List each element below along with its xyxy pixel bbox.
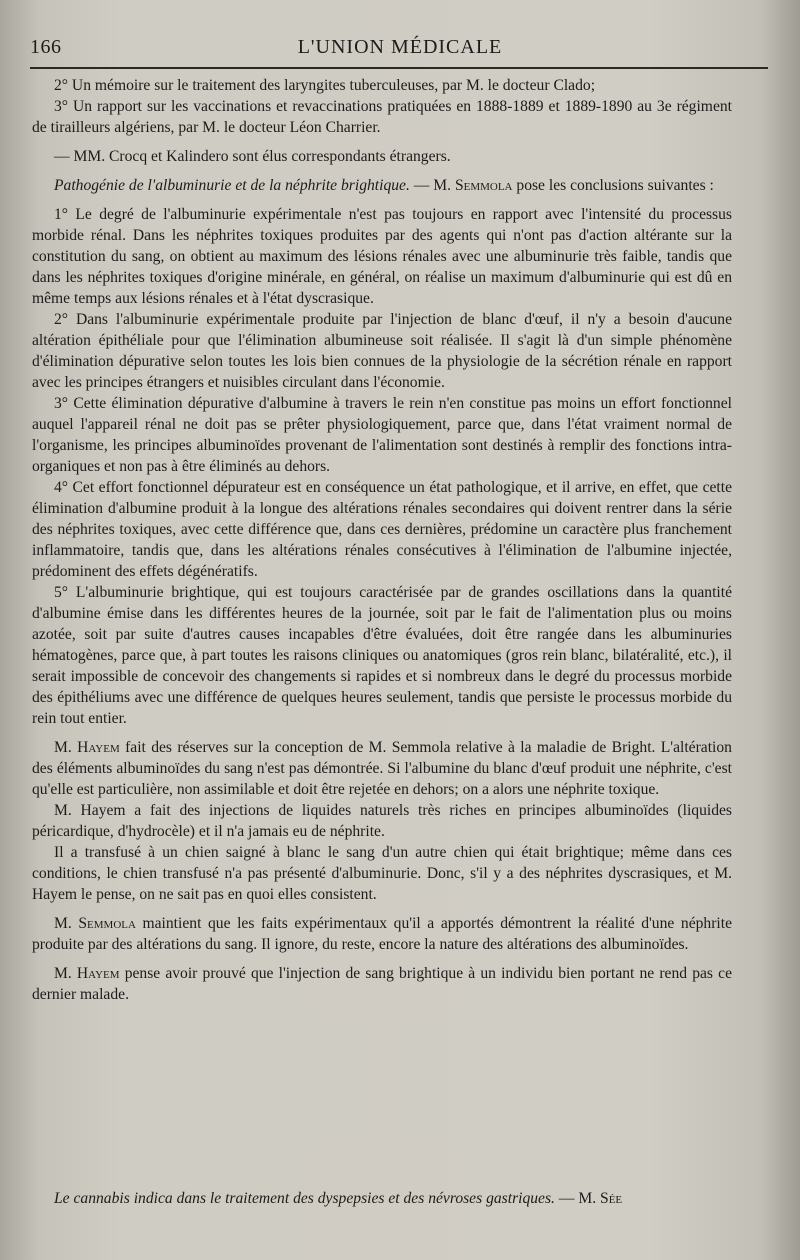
item-paragraph: 2° Un mémoire sur le traitement des laryngites tuberculeuses, par M. le docteur Clado; bbox=[54, 77, 596, 94]
header-rule bbox=[30, 67, 768, 69]
paragraph-text: maintient que les faits expérimentaux qu'il a apportés démontrent la réalité d'une néphrite produite par des altérations du sang. Il ignore, du reste, encore la nature des altérations des albuminoïdes. bbox=[32, 915, 732, 953]
page-number: 166 bbox=[30, 36, 62, 58]
next-section-dash: — M. bbox=[554, 1190, 601, 1207]
speaker-prefix: M. bbox=[54, 739, 78, 756]
speaker-name: Sée bbox=[600, 1190, 623, 1207]
next-section-title: Le cannabis indica dans le traitement des dyspepsies et des névroses gastriques. bbox=[54, 1190, 555, 1207]
section-title: Pathogénie de l'albuminurie et de la néphrite brightique. bbox=[54, 177, 410, 194]
speaker-name: Hayem bbox=[77, 739, 120, 756]
conclusion-paragraph: 2° Dans l'albuminurie expérimentale produite par l'injection de blanc d'œuf, il n'y a besoin d'aucune altération épithéliale pour que l'élimination albumineuse soit réalisée. Il s'agit là d'un simple phénomène d'élimination dépurative selon toutes les lois bien connues de la physiologie de la sécrétion rénale en rapport avec les principes étrangers et nuisibles circulant dans l'économie. bbox=[32, 311, 732, 391]
conclusion-paragraph: 4° Cet effort fonctionnel dépurateur est en conséquence un état pathologique, et il arrive, en effet, que cette élimination d'albumine produit à la longue des altérations rénales secondaires qui doivent rentrer dans la série des néphrites toxiques, avec cette différence que, dans ces dernières, prédomine un caractère plus franchement inflammatoire, tandis que, dans les altérations rénales consécutives à l'élimination de l'albumine injectée, prédominent des effets dégénératifs. bbox=[32, 479, 732, 580]
speaker-name: Semmola bbox=[78, 915, 136, 932]
elected-paragraph: — MM. Crocq et Kalindero sont élus correspondants étrangers. bbox=[54, 148, 451, 165]
item-paragraph: 3° Un rapport sur les vaccinations et revaccinations pratiquées en 1888-1889 et 1889-1890 au 3e régiment de tirailleurs algériens, par M. le docteur Léon Charrier. bbox=[32, 98, 732, 136]
running-title: L'UNION MÉDICALE bbox=[297, 36, 503, 58]
conclusion-paragraph: 1° Le degré de l'albuminurie expérimentale n'est pas toujours en rapport avec l'intensité du processus morbide rénal. Dans les néphrites toxiques produites par des agents qui n'ont pas d'action altérante sur la constitution du sang, on obtient au maximum des lésions rénales avec une albuminurie très faible, tandis que dans les néphrites toxiques d'origine minérale, en général, on réalise un maximum d'albuminurie qui est dû en même temps aux lésions rénales et à l'état dyscrasique. bbox=[32, 206, 732, 307]
section-heading-paragraph bbox=[32, 175, 732, 196]
hayem-paragraph: Il a transfusé à un chien saigné à blanc le sang d'un autre chien qui était brightique; même dans ces conditions, le chien transfusé n'a pas présenté d'albuminurie. Donc, s'il y a des néphrites dyscrasiques, et M. Hayem le pense, on ne sait pas en quoi elles consistent. bbox=[32, 844, 732, 903]
conclusion-paragraph: 5° L'albuminurie brightique, qui est toujours caractérisée par de grandes oscillations dans la quantité d'albumine émise dans les différentes heures de la journée, soit par le fait de l'alimentation plus ou moins azotée, soit par suite d'autres causes incapables d'être évaluées, doit être rangée dans les albuminuries hématogènes, parce que, à part toutes les raisons cliniques ou anatomiques (gros rein blanc, bilatéralité, etc.), il serait impossible de concevoir des changements si rapides et si nombreux dans le degré du processus morbide des épithéliums avec une différence de quelques heures seulement, tandis que persiste le processus morbide du rein tout entier. bbox=[32, 584, 732, 727]
speaker-name: Semmola bbox=[454, 177, 513, 194]
hayem-reply-paragraph bbox=[32, 963, 732, 1005]
conclusion-paragraph: 3° Cette élimination dépurative d'albumine à travers le rein n'en constitue pas moins un effort fonctionnel auquel l'appareil rénal ne doit pas se prêter physiologiquement, parce que, dans l'état vraiment normal de l'organisme, les principes albuminoïdes provenant de l'alimentation sont destinés à remplir des fonctions intra-organiques et non pas à être éliminés au dehors. bbox=[32, 395, 732, 475]
hayem-paragraph: M. Hayem a fait des injections de liquides naturels très riches en principes albuminoïdes (liquides péricardique, d'hydrocèle) et il n'a jamais eu de néphrite. bbox=[32, 802, 732, 840]
paragraph-text: pense avoir prouvé que l'injection de sang brightique à un individu bien portant ne rend pas ce dernier malade. bbox=[32, 965, 732, 1003]
paragraph-text: fait des réserves sur la conception de M. Semmola relative à la maladie de Bright. L'altération des éléments albuminoïdes du sang n'est pas démontrée. Si l'albumine du blanc d'œuf produit une néphrite, c'est qu'elle est particulière, non assimilable et doit être rejetée en dehors; on a alors une néphrite toxique. bbox=[32, 739, 732, 798]
section-dash: — M. bbox=[409, 177, 455, 194]
speaker-name: Hayem bbox=[76, 965, 120, 982]
body-text bbox=[32, 75, 732, 1005]
semmola-reply-paragraph bbox=[32, 913, 732, 955]
next-section-line bbox=[32, 1188, 732, 1209]
section-intro: pose les conclusions suivantes : bbox=[512, 177, 714, 194]
speaker-prefix: M. bbox=[54, 915, 79, 932]
hayem-paragraph bbox=[32, 737, 732, 800]
page-header bbox=[30, 36, 770, 60]
speaker-prefix: M. bbox=[54, 965, 77, 982]
